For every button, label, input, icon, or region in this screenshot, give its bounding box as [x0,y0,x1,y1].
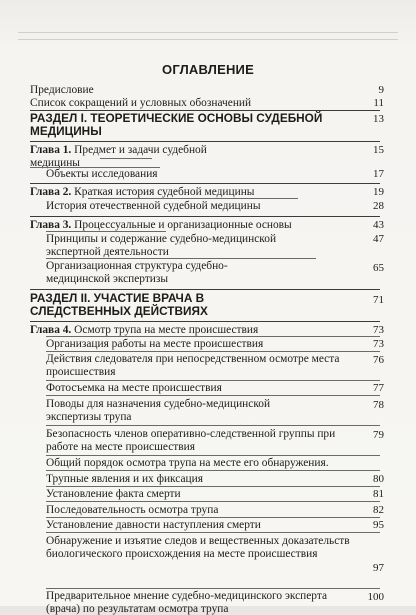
toc-entry-org-work [46,338,384,351]
page-number: 47 [373,232,384,245]
entry-text: РАЗДЕЛ I. ТЕОРЕТИЧЕСКИЕ ОСНОВЫ СУДЕБНОЙ МЕДИЦИНЫ [30,111,323,138]
page-number: 80 [373,473,384,485]
toc-chapter-2 [30,186,384,199]
toc-chapter-1 [30,144,240,169]
page-number: 81 [373,488,384,500]
page-number: 79 [373,428,384,441]
page-number: 19 [373,186,384,198]
page-number: 95 [373,519,384,531]
entry-text: Действия следователя при непосредственном осмотре места происшествия [46,353,340,378]
underline [46,258,316,259]
entry-text: Организация работы на месте происшествия [46,338,264,350]
page-number: 11 [373,97,384,109]
toc-chapter-3 [30,219,384,232]
page-number: 71 [373,293,384,306]
page-number: 76 [373,353,384,366]
underline [46,231,166,232]
toc-entry-preliminary-opinion [46,590,346,615]
underline [30,167,160,168]
underline [46,455,380,456]
entry-text: Принципы и содержание судебно-медицинской экспертной деятельности [46,233,277,258]
underline [46,588,380,589]
toc-entry-general-order [46,457,380,470]
entry-text: Установление давности наступления смерти [46,519,261,531]
entry-text: Трупные явления и их фиксация [46,473,203,485]
entry-text: Безопасность членов оперативно-следственной группы при работе на месте происшествия [46,428,336,453]
toc-entry-org-structure [46,260,266,285]
page-number: 97 [373,561,384,574]
page-number: 13 [373,112,384,125]
page-number: 15 [373,143,384,156]
chapter-label: Глава 2. [30,186,72,198]
entry-text: История отечественной судебной медицины [46,200,261,212]
page-number: 28 [373,200,384,212]
entry-text: Последовательность осмотра трупа [46,504,219,516]
entry-text: Фотосъемка на месте происшествия [46,382,222,394]
toc-entry-grounds [46,398,286,423]
entry-text: Предварительное мнение судебно-медицинского эксперта (врача) по результатам осмотра трупа [46,590,328,615]
toc-entry-fact-of-death [46,488,384,501]
entry-text: РАЗДЕЛ II. УЧАСТИЕ ВРАЧА В СЛЕДСТВЕННЫХ ДЕЙСТВИЯХ [30,291,208,318]
underline [46,380,380,381]
entry-text: Осмотр трупа на месте происшествия [74,324,259,336]
toc-entry-objects [46,168,384,181]
underline [46,395,380,396]
page-number: 65 [373,261,384,274]
underline [46,517,380,518]
divider [30,321,380,322]
entry-text: Общий порядок осмотра трупа на месте его обнаружения. [46,457,329,469]
underline [46,532,380,533]
toc-entry-photography [46,382,384,395]
page-number: 73 [373,338,384,350]
toc-entry-safety [46,428,346,453]
entry-text: Краткая история судебной медицины [74,186,255,198]
chapter-label: Глава 4. [30,324,72,336]
divider [30,216,380,217]
chapter-label: Глава 3. [30,219,72,231]
underline [46,486,380,487]
toc-chapter-4 [30,324,384,337]
entry-text: Список сокращений и условных обозначений [30,97,252,109]
toc-entry-time-of-death [46,519,384,532]
underline [46,351,380,352]
toc-entry-abbreviations [30,97,384,110]
chapter-label: Глава 1. [30,144,72,156]
entry-text: Установление факта смерти [46,488,181,500]
page-number: 100 [367,590,384,603]
page-number: 77 [373,382,384,394]
entry-text: Предмет и задачи судебной медицины [30,144,207,169]
entry-text: Объекты исследования [46,168,158,180]
page-number: 73 [373,324,384,336]
page-number: 78 [373,398,384,411]
page-number: 9 [378,84,384,96]
underline [100,158,152,159]
toc-entry-traces [46,535,356,560]
toc-entry-sequence [46,504,384,517]
entry-text: Предисловие [30,84,94,96]
page-number: 43 [373,219,384,231]
page-number: 82 [373,504,384,516]
divider [30,141,380,142]
page-number: 17 [373,168,384,180]
toc-title: ОГЛАВЛЕНИЕ [162,62,254,77]
entry-text: Процессуальные и организационные основы [74,219,292,231]
underline [46,425,380,426]
toc-entry-principles [46,233,296,258]
toc-entry-domestic-history [46,200,384,213]
underline [46,470,380,471]
underline [46,501,380,502]
toc-entry-investigator [46,353,346,378]
toc-entry-cadaveric [46,473,384,486]
entry-text: Организационная структура судебно-медицинской экспертизы [46,260,228,285]
entry-text: Обнаружение и изъятие следов и вещественных доказательств биологического происхождения на месте происшествия [46,535,350,560]
toc-entry-preface [30,84,384,97]
underline [88,198,298,199]
underline [46,336,380,337]
toc-section-2 [30,292,260,318]
toc-section-1 [30,112,330,138]
divider [30,289,380,290]
divider [30,183,380,184]
entry-text: Поводы для назначения судебно-медицинской экспертизы трупа [46,398,271,423]
bleed-through-text [18,30,398,44]
